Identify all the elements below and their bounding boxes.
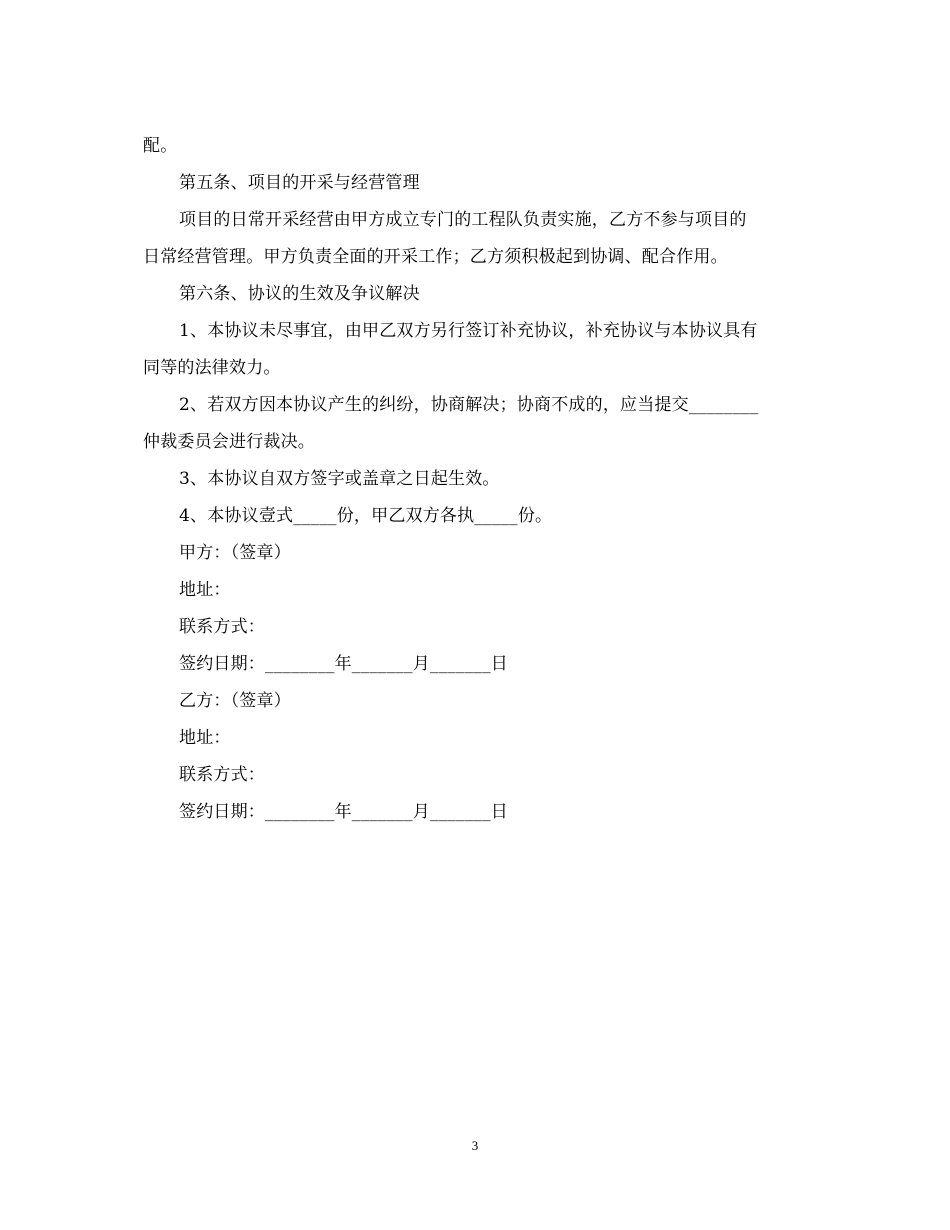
text-line: 日常经营管理。甲方负责全面的开采工作；乙方须积极起到协调、配合作用。 [143, 247, 728, 267]
document-body [143, 128, 808, 831]
text-line: 仲裁委员会进行裁决。 [143, 432, 315, 452]
section-heading-6: 第六条、协议的生效及争议解决 [179, 284, 420, 304]
party-a-date: 签约日期：________年_______月_______日 [179, 654, 508, 674]
clause-1: 1、本协议未尽事宜，由甲乙双方另行签订补充协议，补充协议与本协议具有 [179, 321, 758, 341]
clause-4: 4、本协议壹式_____份，甲乙双方各执_____份。 [179, 506, 553, 526]
party-b-address: 地址： [179, 728, 231, 748]
party-a-address: 地址： [179, 580, 231, 600]
text-line: 配。 [143, 136, 178, 156]
party-b-contact: 联系方式： [179, 765, 265, 785]
party-a-contact: 联系方式： [179, 617, 265, 637]
section-heading-5: 第五条、项目的开采与经营管理 [179, 173, 420, 193]
clause-2: 2、若双方因本协议产生的纠纷，协商解决；协商不成的，应当提交________ [179, 395, 759, 415]
page-number: 3 [471, 1138, 479, 1153]
party-a-signature: 甲方：（签章） [179, 543, 291, 563]
text-line: 项目的日常开采经营由甲方成立专门的工程队负责实施，乙方不参与项目的 [179, 210, 747, 230]
clause-3: 3、本协议自双方签字或盖章之日起生效。 [179, 469, 500, 489]
text-line: 同等的法律效力。 [143, 358, 281, 378]
party-b-date: 签约日期：________年_______月_______日 [179, 802, 508, 822]
party-b-signature: 乙方：（签章） [179, 691, 291, 711]
